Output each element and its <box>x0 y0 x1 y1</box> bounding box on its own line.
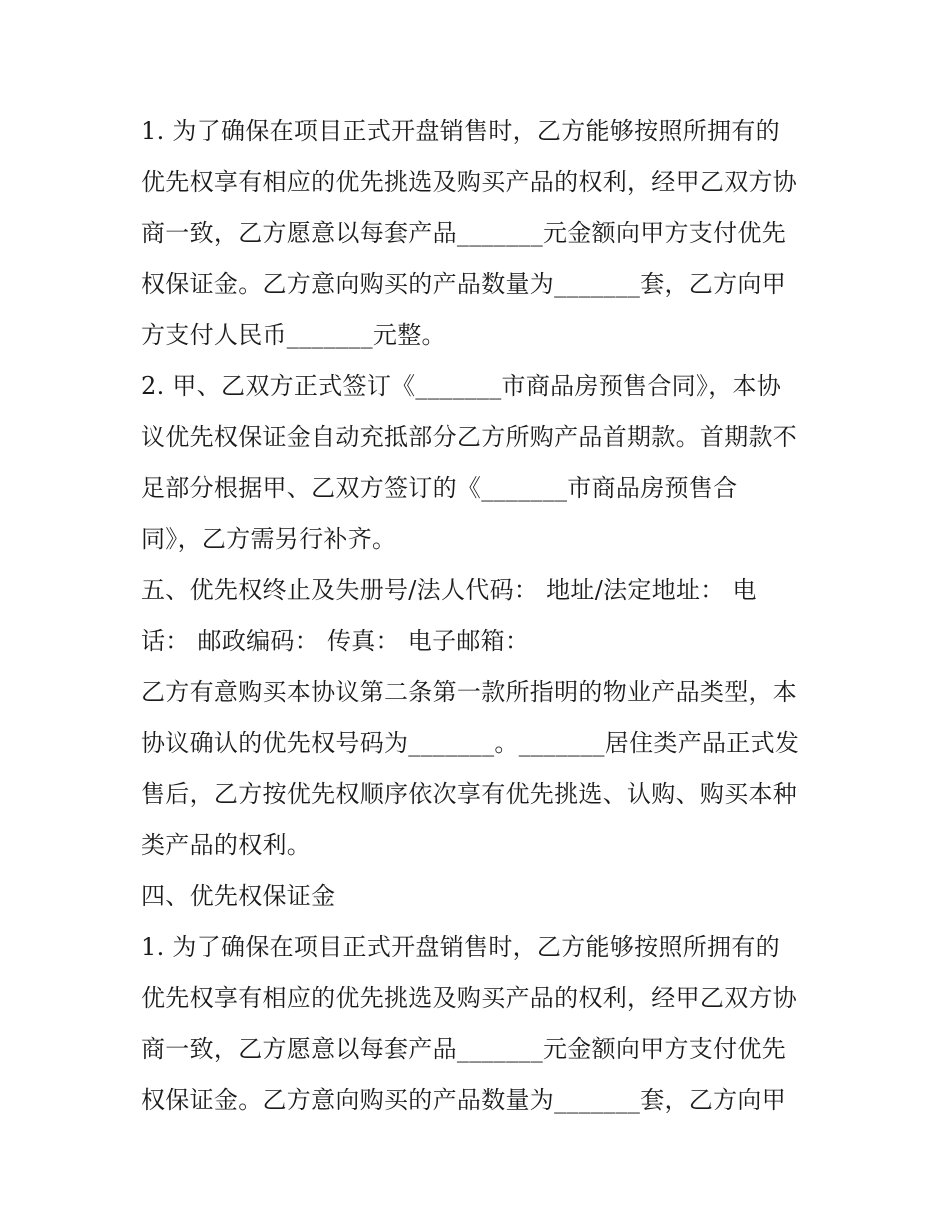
document-body <box>141 106 821 1126</box>
text-line: 同》，乙方需另行补齐。 <box>141 525 397 553</box>
text-line: 话： 邮政编码： 传真： 电子邮箱： <box>141 627 530 655</box>
text-line: 议优先权保证金自动充抵部分乙方所购产品首期款。首期款不 <box>141 423 798 451</box>
text-line: 权保证金。乙方意向购买的产品数量为_______套，乙方向甲 <box>141 1086 786 1114</box>
text-line: 方支付人民币_______元整。 <box>141 321 446 349</box>
text-line: 权保证金。乙方意向购买的产品数量为_______套，乙方向甲 <box>141 270 786 298</box>
text-line: 乙方有意购买本协议第二条第一款所指明的物业产品类型，本 <box>141 678 798 706</box>
text-line: 优先权享有相应的优先挑选及购买产品的权利，经甲乙双方协 <box>141 168 798 196</box>
text-line: 类产品的权利。 <box>141 831 312 859</box>
text-line: 2. 甲、乙双方正式签订《_______市商品房预售合同》，本协 <box>141 372 782 400</box>
text-line: 1. 为了确保在项目正式开盘销售时，乙方能够按照所拥有的 <box>141 933 780 961</box>
text-line: 商一致，乙方愿意以每套产品_______元金额向甲方支付优先 <box>141 1035 786 1063</box>
section-heading: 五、优先权终止及失册号/法人代码： 地址/法定地址： 电 <box>141 576 757 604</box>
text-line: 商一致，乙方愿意以每套产品_______元金额向甲方支付优先 <box>141 219 786 247</box>
text-line: 售后，乙方按优先权顺序依次享有优先挑选、认购、购买本种 <box>141 780 798 808</box>
section-heading: 四、优先权保证金 <box>141 882 336 910</box>
text-line: 足部分根据甲、乙双方签订的《_______市商品房预售合 <box>141 474 738 502</box>
text-line: 优先权享有相应的优先挑选及购买产品的权利，经甲乙双方协 <box>141 984 798 1012</box>
text-line: 1. 为了确保在项目正式开盘销售时，乙方能够按照所拥有的 <box>141 117 780 145</box>
text-line: 协议确认的优先权号码为_______。_______居住类产品正式发 <box>141 729 800 757</box>
